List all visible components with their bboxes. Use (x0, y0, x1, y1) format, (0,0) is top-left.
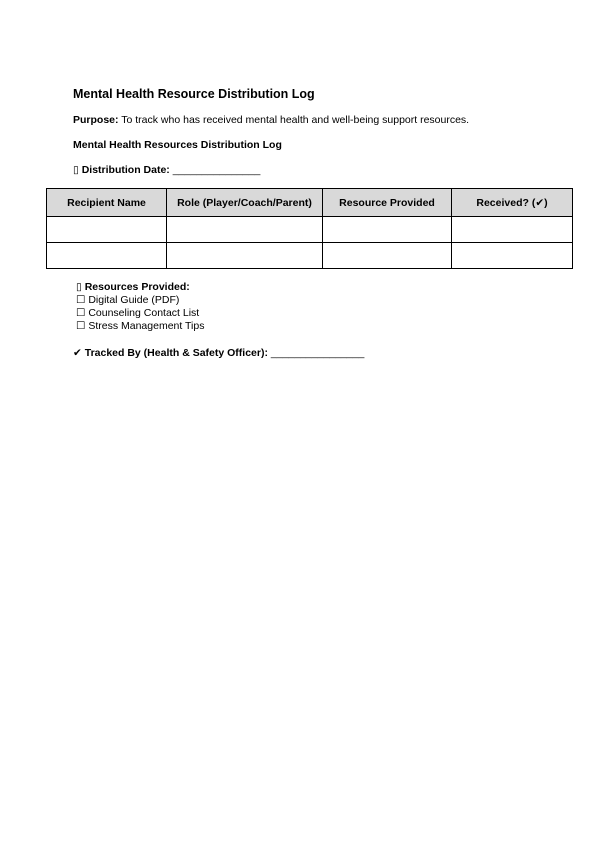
checkmark-icon: ✔ (73, 347, 82, 359)
resource-checkbox-digital-guide[interactable]: ☐ Digital Guide (PDF) (76, 294, 180, 306)
header-role: Role (Player/Coach/Parent) (167, 189, 323, 217)
page-title: Mental Health Resource Distribution Log (73, 87, 315, 101)
resource-checkbox-counseling-contact[interactable]: ☐ Counseling Contact List (76, 307, 200, 319)
purpose-text: To track who has received mental health and well-being support resources. (118, 114, 470, 126)
header-recipient-name: Recipient Name (47, 189, 167, 217)
table-row (47, 243, 573, 269)
tracked-by-line (73, 347, 364, 359)
resource-checkbox-stress-tips[interactable]: ☐ Stress Management Tips (76, 320, 205, 332)
tracked-by-label: Tracked By (Health & Safety Officer): (84, 347, 268, 359)
resources-heading (76, 281, 204, 294)
calendar-icon: ▯ (73, 164, 79, 176)
purpose-label: Purpose: (73, 114, 119, 126)
distribution-date-line (73, 164, 260, 176)
distribution-date-field[interactable]: _______________ (172, 164, 261, 176)
resources-heading-label: Resources Provided: (84, 281, 190, 293)
table-row (47, 217, 573, 243)
distribution-date-label: Distribution Date: (81, 164, 170, 176)
box-icon: ▯ (76, 281, 82, 293)
table-header-row (47, 189, 573, 217)
resources-provided-section (76, 281, 204, 333)
header-resource-provided: Resource Provided (323, 189, 452, 217)
cell-recipient-name[interactable] (47, 243, 167, 269)
purpose-line (73, 114, 469, 126)
cell-received[interactable] (452, 217, 573, 243)
tracked-by-field[interactable]: ________________ (270, 347, 365, 359)
header-received: Received? (✔) (452, 189, 573, 217)
cell-resource-provided[interactable] (323, 217, 452, 243)
section-subtitle: Mental Health Resources Distribution Log (73, 139, 282, 151)
cell-recipient-name[interactable] (47, 217, 167, 243)
cell-role[interactable] (167, 243, 323, 269)
distribution-log-table (46, 188, 573, 269)
cell-received[interactable] (452, 243, 573, 269)
cell-resource-provided[interactable] (323, 243, 452, 269)
cell-role[interactable] (167, 217, 323, 243)
